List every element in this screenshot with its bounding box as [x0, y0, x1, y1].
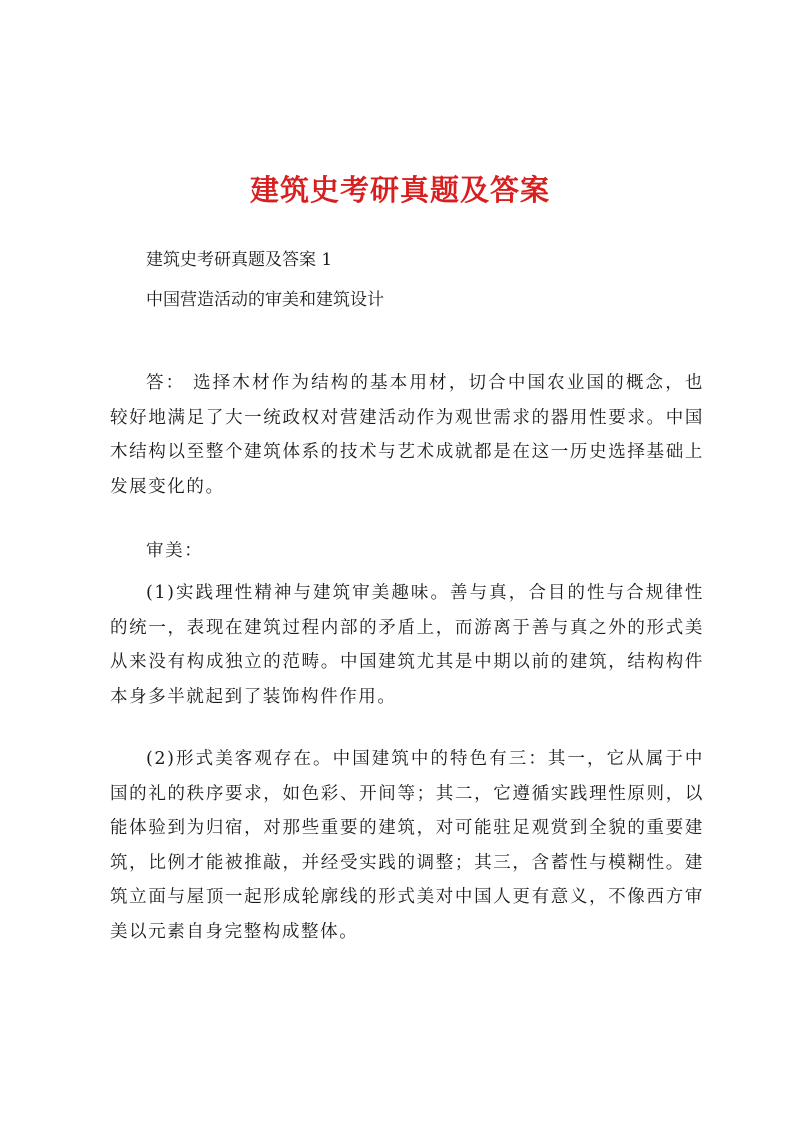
- answer-paragraph: 答： 选择木材作为结构的基本用材，切合中国农业国的概念，也较好地满足了大一统政权对营建活动作为观世需求的器用性要求。中国木结构以至整个建筑体系的技术与艺术成就都是在这一历史选择基础上发展变化的。: [110, 373, 704, 497]
- document-subtitle: 建筑史考研真题及答案 1: [146, 250, 333, 270]
- point-1-paragraph: (1)实践理性精神与建筑审美趣味。善与真，合目的性与合规律性的统一，表现在建筑过程内部的矛盾上，而游离于善与真之外的形式美从来没有构成独立的范畴。中国建筑尤其是中期以前的建筑，结构构件本身多半就起到了装饰构件作用。: [110, 583, 704, 707]
- point-2-paragraph: (2)形式美客观存在。中国建筑中的特色有三：其一，它从属于中国的礼的秩序要求，如色彩、开间等；其二，它遵循实践理性原则，以能体验到为归宿，对那些重要的建筑，对可能驻足观赏到全貌的重要建筑，比例才能被推敲，并经受实践的调整；其三，含蓄性与模糊性。建筑立面与屋顶一起形成轮廓线的形式美对中国人更有意义，不像西方审美以元素自身完整构成整体。: [110, 749, 704, 942]
- document-title: 建筑史考研真题及答案: [249, 173, 550, 207]
- question-text: 中国营造活动的审美和建筑设计: [146, 290, 384, 310]
- aesthetics-heading: 审美：: [146, 541, 204, 561]
